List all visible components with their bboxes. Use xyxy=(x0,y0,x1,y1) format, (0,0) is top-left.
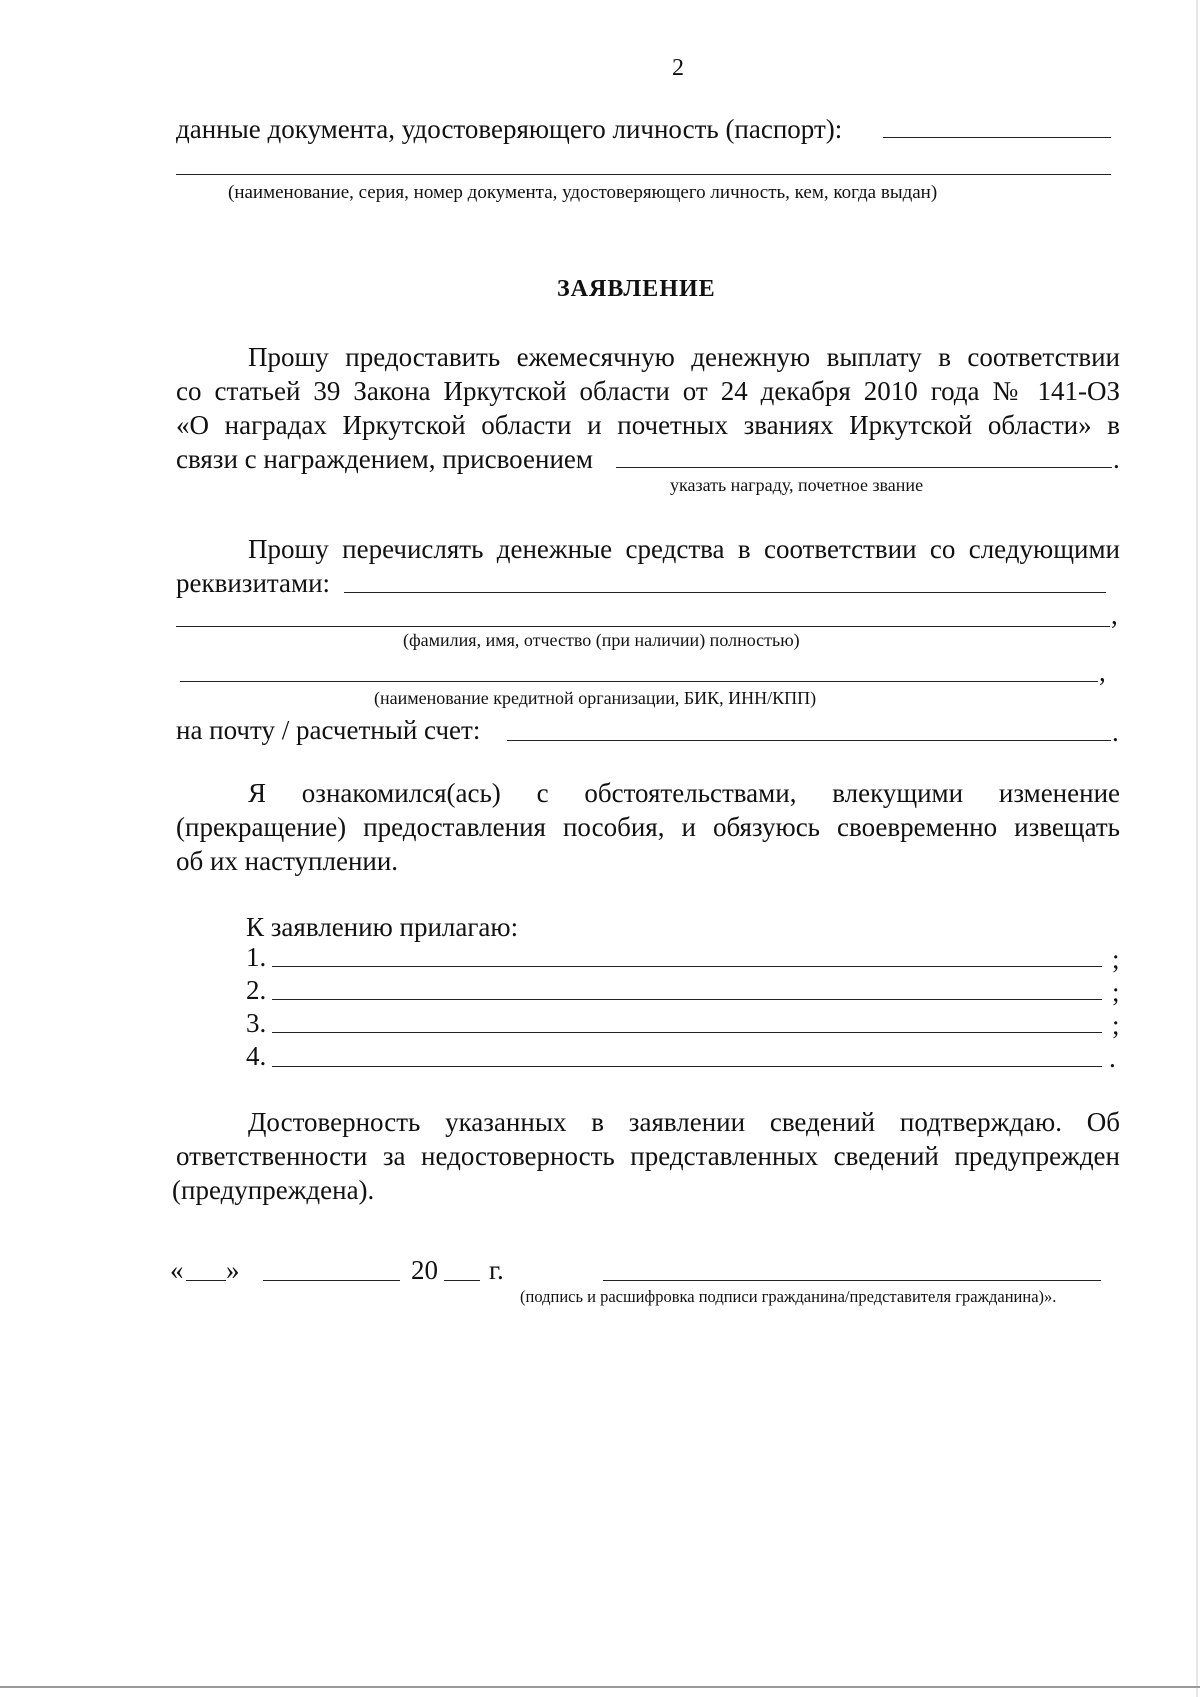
paragraph-transfer-details xyxy=(176,532,1120,566)
paragraph4-line-1: Достоверность указанных в заявлении сведений подтверждаю. Об xyxy=(248,1107,1120,1137)
bank-blank[interactable] xyxy=(180,681,1098,682)
paragraph2-line-1: Прошу перечислять денежные средства в соответствии со следующими xyxy=(248,534,1120,564)
page-number: 2 xyxy=(672,55,684,81)
attachment-end: ; xyxy=(1112,1010,1120,1040)
attachment-end: ; xyxy=(1112,977,1120,1007)
passport-label: данные документа, удостоверяющего личность (паспорт): xyxy=(176,114,843,144)
attachment-blank-1[interactable] xyxy=(272,966,1102,967)
paragraph2-line-2: реквизитами: xyxy=(176,568,331,598)
date-day-blank[interactable] xyxy=(186,1280,226,1281)
attachment-end: ; xyxy=(1112,944,1120,974)
fio-blank[interactable] xyxy=(176,626,1110,627)
paragraph-confirmation xyxy=(176,1105,1120,1173)
passport-caption: (наименование, серия, номер документа, удостоверяющего личность, кем, когда выдан) xyxy=(228,182,938,203)
scan-bottom-edge xyxy=(0,1686,1200,1688)
account-label: на почту / расчетный счет: xyxy=(176,715,481,745)
paragraph3-line-2: (прекращение) предоставления пособия, и обязуюсь своевременно извещать xyxy=(176,812,1120,842)
paragraph4-last-line: (предупреждена). xyxy=(172,1175,375,1205)
attachment-number: 1. xyxy=(246,942,267,972)
attachment-number: 4. xyxy=(246,1041,267,1071)
paragraph4-line-2: ответственности за недостоверность представленных сведений предупрежден xyxy=(176,1141,1120,1171)
requisites-blank[interactable] xyxy=(344,592,1106,593)
bank-caption: (наименование кредитной организации, БИК, ИНН/КПП) xyxy=(374,688,817,708)
attachment-blank-4[interactable] xyxy=(272,1066,1102,1067)
paragraph1-line-1: Прошу предоставить ежемесячную денежную выплату в соответствии xyxy=(248,342,1120,372)
fio-comma: , xyxy=(1111,600,1118,630)
attachment-blank-3[interactable] xyxy=(272,1032,1102,1033)
fio-caption: (фамилия, имя, отчество (при наличии) полностью) xyxy=(403,630,800,650)
paragraph1-line-2: со статьей 39 Закона Иркутской области от 24 декабря 2010 года № 141-ОЗ xyxy=(176,376,1120,406)
signature-caption: (подпись и расшифровка подписи гражданина/представителя гражданина)». xyxy=(520,1287,1057,1306)
bank-comma: , xyxy=(1099,657,1106,687)
attachments-heading: К заявлению прилагаю: xyxy=(246,912,519,942)
date-quote-close: » xyxy=(226,1255,240,1285)
passport-blank-1[interactable] xyxy=(883,137,1111,138)
date-month-blank[interactable] xyxy=(263,1280,400,1281)
date-year-suffix: г. xyxy=(489,1255,504,1285)
account-blank[interactable] xyxy=(507,740,1111,741)
attachment-end: . xyxy=(1109,1043,1116,1073)
paragraph1-line-3: «О наградах Иркутской области и почетных званиях Иркутской области» в xyxy=(176,410,1120,440)
document-title: ЗАЯВЛЕНИЕ xyxy=(557,276,716,302)
paragraph-acknowledgement xyxy=(176,776,1120,844)
award-blank[interactable] xyxy=(616,467,1112,468)
paragraph1-last-line: связи с награждением, присвоением xyxy=(176,444,593,474)
attachment-blank-2[interactable] xyxy=(272,999,1102,1000)
paragraph-request-payment xyxy=(176,340,1120,442)
paragraph3-line-1: Я ознакомился(ась) с обстоятельствами, влекущими изменение xyxy=(248,778,1120,808)
date-year-blank[interactable] xyxy=(444,1280,480,1281)
award-period: . xyxy=(1113,444,1120,474)
account-period: . xyxy=(1112,717,1119,747)
scan-right-edge xyxy=(1196,0,1198,1697)
award-caption: указать награду, почетное звание xyxy=(670,475,924,495)
attachment-number: 3. xyxy=(246,1008,267,1038)
signature-blank[interactable] xyxy=(603,1280,1101,1281)
date-year-prefix: 20 xyxy=(411,1255,438,1285)
date-quote-open: « xyxy=(170,1255,184,1285)
passport-blank-2[interactable] xyxy=(176,174,1111,175)
paragraph3-last-line: об их наступлении. xyxy=(176,846,399,876)
attachment-number: 2. xyxy=(246,975,267,1005)
